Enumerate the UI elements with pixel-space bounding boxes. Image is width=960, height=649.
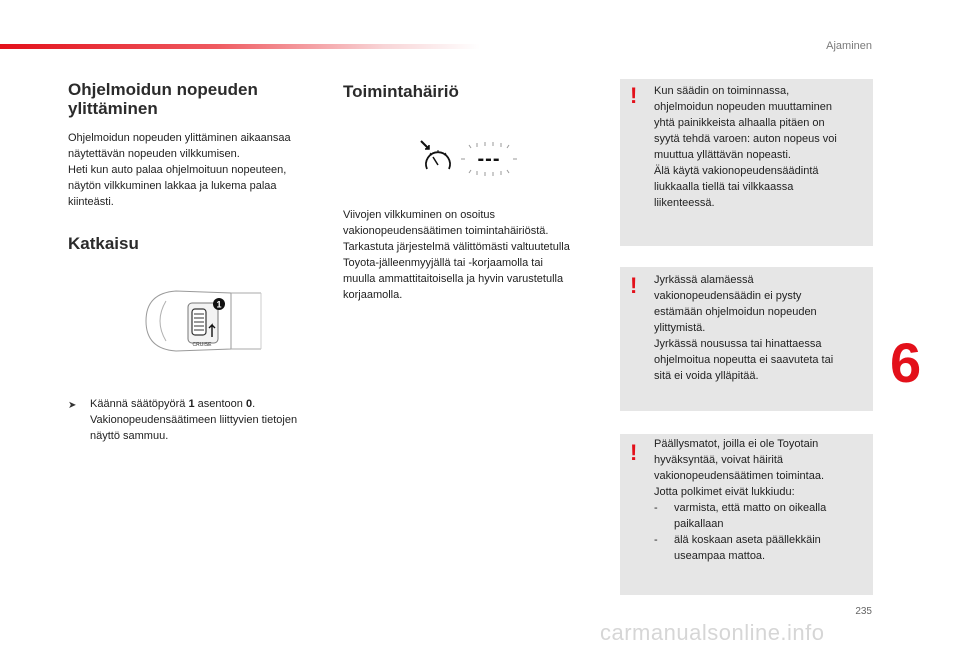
list-item: - varmista, että matto on oikealla paikallaan bbox=[654, 502, 827, 530]
list-item: - älä koskaan aseta päällekkäin useampaa mattoa. bbox=[654, 534, 821, 562]
warning-exclamation-icon: ! bbox=[630, 83, 638, 108]
cruise-label: CRUISE bbox=[192, 342, 212, 348]
page-number: 235 bbox=[855, 606, 872, 617]
dashes-display: --- bbox=[477, 148, 501, 170]
bullet-arrow-icon: ➤ bbox=[68, 400, 77, 411]
chapter-color-bar bbox=[0, 44, 480, 49]
callout-1-label: 1 bbox=[216, 299, 222, 310]
malfunction-paragraph: Viivojen vilkkuminen on osoitus vakionopeudensäätimen toimintahäiriöstä. Tarkastuta järjestelmä välittömästi valtuutetulla Toyota-jälleenmyyjällä tai -korjaamolla tai muulla ammattitaitoisella ja hyvin varustetulla korjaamolla. bbox=[343, 209, 570, 301]
speedometer-icon bbox=[421, 141, 450, 169]
column-left bbox=[68, 80, 323, 444]
warning-box-floor-mats bbox=[620, 434, 873, 595]
malfunction-display-figure bbox=[419, 139, 529, 179]
warning-box-speed-change bbox=[620, 79, 873, 246]
cruise-stalk-figure bbox=[136, 281, 266, 361]
chapter-title: Ajaminen bbox=[826, 40, 872, 52]
section-title-malfunction: Toimintahäiriö bbox=[343, 82, 459, 101]
deactivation-instruction: ➤ Käännä säätöpyörä 1 asentoon 0. Vakionopeudensäätimeen liittyvien tietojen näyttö sammuu. bbox=[68, 398, 298, 442]
chapter-number: 6 bbox=[890, 331, 922, 394]
overspeed-paragraph: Ohjelmoidun nopeuden ylittäminen aikaansaa näytettävän nopeuden vilkkumisen. Heti kun auto palaa ohjelmoituun nopeuteen, näytön vilkkuminen lakkaa ja lukema palaa kiinteästi. bbox=[68, 132, 291, 208]
warning-exclamation-icon: ! bbox=[630, 273, 638, 298]
warning-text: Kun säädin on toiminnassa, ohjelmoidun nopeuden muuttaminen yhtä painikkeista alhaalla pitäen on syytä tehdä varoen: auton nopeus voi muuttua yllättävän nopeasti. Älä käytä vakionopeudensäädintä liukkaalla tiellä tai vilkkaassa liikenteessä. bbox=[654, 85, 837, 209]
warning-text: Jyrkässä alamäessä vakionopeudensäädin ei pysty estämään ohjelmoidun nopeuden ylittymistä. Jyrkässä nousussa tai hinattaessa ohjelmoitua nopeutta ei saavuteta tai sitä ei voida ylläpitää. bbox=[654, 274, 834, 382]
section-title-overspeed: Ohjelmoidun nopeuden ylittäminen bbox=[68, 80, 258, 118]
section-title-deactivation: Katkaisu bbox=[68, 234, 139, 253]
warning-exclamation-icon: ! bbox=[630, 440, 638, 465]
column-middle bbox=[343, 80, 598, 303]
cruise-stalk-illustration bbox=[136, 281, 266, 361]
warning-box-slopes bbox=[620, 267, 873, 411]
watermark: carmanualsonline.info bbox=[600, 620, 825, 645]
warning-text: Päällysmatot, joilla ei ole Toyotain hyväksyntää, voivat häiritä vakionopeudensäätimen toimintaa. Jotta polkimet eivät lukkiudu: - varmista, että matto on oikealla paikallaan - älä koskaan aseta päällekkäin useampaa mattoa. bbox=[654, 436, 864, 564]
